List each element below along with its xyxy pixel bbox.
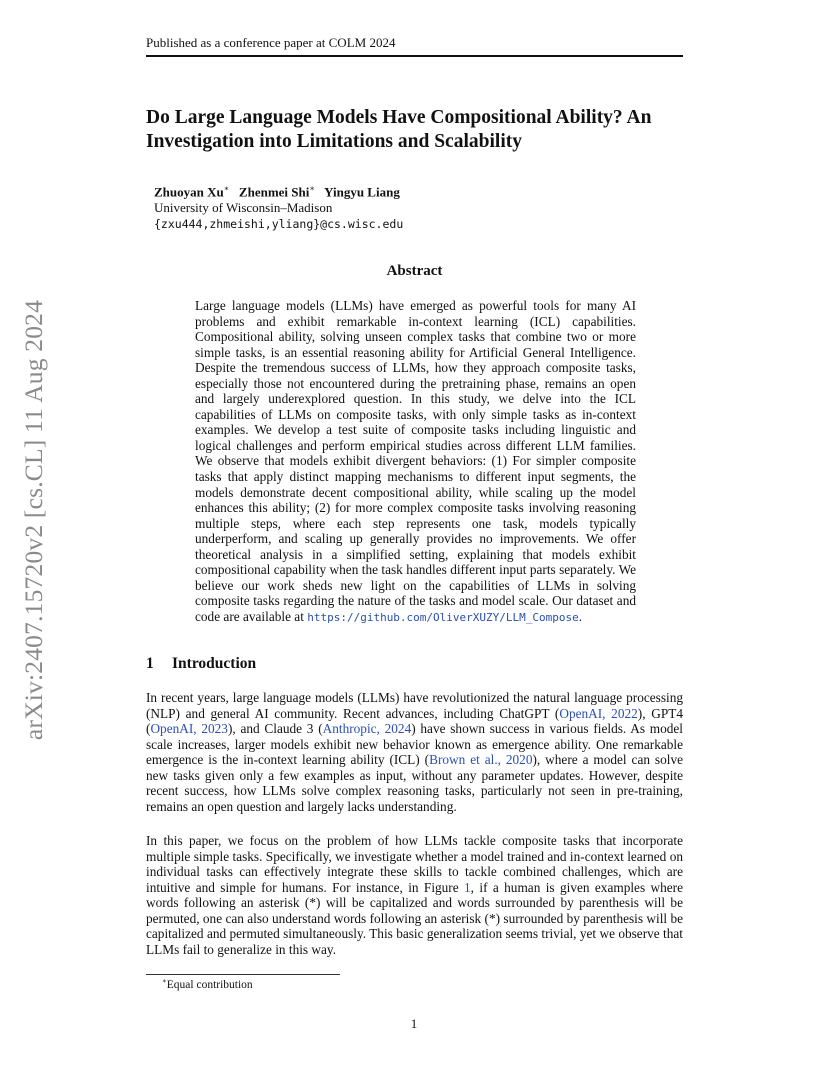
paper-title: Do Large Language Models Have Compositional Ability? An Investigation into Limitations and Scalability (146, 107, 652, 152)
figure-reference-link[interactable]: 1 (464, 879, 471, 895)
author-name: Zhenmei Shi (238, 184, 310, 200)
intro-paragraph-2 (146, 833, 683, 957)
section-number: 1 (146, 655, 154, 672)
section-title: Introduction (172, 655, 257, 672)
abstract-period: . (578, 608, 583, 624)
footnote-divider (146, 974, 340, 975)
intro-paragraph-1 (146, 690, 683, 814)
running-header: Published as a conference paper at COLM 2024 (146, 35, 683, 57)
equal-contribution-mark: ∗ (223, 184, 230, 193)
affiliation: University of Wisconsin–Madison (154, 200, 333, 216)
abstract-body-text: Large language models (LLMs) have emerged as powerful tools for many AI problems and exhibit remarkable in-context learning (ICL) capabilities. Compositional ability, solving unseen complex tasks that combine two or more simple tasks, is an essential reasoning ability for Artificial General Intelligence. Despite the tremendous success of LLMs, how they approach composite tasks, especially those not encountered during the pretraining phase, remains an open and largely underexplored question. In this study, we delve into the ICL capabilities of LLMs on composite tasks, with only simple tasks as in-context examples. We develop a test suite of composite tasks including linguistic and logical challenges and perform empirical studies across different LLM families. We observe that models exhibit divergent behaviors: (1) For simpler composite tasks that apply distinct mapping mechanisms to different input segments, the models demonstrate decent compositional ability, while scaling up the model enhances this ability; (2) for more complex composite tasks involving reasoning multiple steps, where each step represents one task, models typically underperform, and scaling up generally provides no improvements. We offer theoretical analysis in a simplified setting, explaining that models exhibit compositional capability when the task handles different input parts separately. We believe our work sheds new light on the capabilities of LLMs in solving composite tasks regarding the nature of the tasks and model scale. Our dataset and code are available at (195, 298, 636, 624)
abstract-heading: Abstract (386, 263, 443, 279)
paragraph-text: , if a human is given examples where words following an asterisk (*) will be capitalized and words surrounded by parenthesis will be permuted, one can also understand words following an asterisk (*) surrounded by parenthesis will be capitalized and permuted simultaneously. This basic generalization seems trivial, yet we observe that LLMs fail to generalize in this way. (146, 879, 683, 957)
author-emails: {zxu444,zhmeishi,yliang}@cs.wisc.edu (154, 217, 404, 232)
paragraph-text: In recent years, large language models (LLMs) have revolutionized the natural language processing (NLP) and general AI community. Recent advances, including ChatGPT ( (146, 690, 683, 721)
paragraph-text: In this paper, we focus on the problem of how LLMs tackle composite tasks that incorporate multiple simple tasks. Specifically, we investigate whether a model trained and in-context learned on individual tasks can effectively integrate these skills to tackle combined challenges, which are intuitive and simple for humans. For instance, in Figure (146, 833, 683, 895)
citation-link[interactable]: Brown et al., 2020 (429, 752, 533, 768)
abstract-text (195, 298, 636, 625)
page-number: 1 (410, 1016, 418, 1031)
footnote-text: Equal contribution (166, 978, 253, 991)
paragraph-text: ) have shown success in various fields. As model scale increases, larger models exhibit new behavior known as emergence ability. One remarkable emergence is the in-context learning ability (ICL) ( (146, 721, 683, 768)
citation-link[interactable]: OpenAI, 2023 (150, 721, 228, 737)
arxiv-sidebar-stamp (14, 280, 54, 760)
paragraph-text: ), and Claude 3 ( (227, 721, 323, 737)
code-repository-link[interactable]: https://github.com/OliverXUZY/LLM_Compose (307, 610, 579, 624)
citation-link[interactable]: OpenAI, 2022 (559, 705, 638, 721)
footnote (162, 977, 253, 991)
author-names (154, 181, 674, 200)
author-name: Zhuoyan Xu (154, 184, 224, 200)
paragraph-text: ), GPT4 ( (146, 705, 683, 737)
section-heading-introduction (146, 655, 683, 673)
author-block (154, 181, 674, 232)
arxiv-id-text: arXiv:2407.15720v2 [cs.CL] 11 Aug 2024 (19, 299, 48, 741)
citation-link[interactable]: Anthropic, 2024 (322, 721, 412, 737)
footnote-mark: ∗ (162, 977, 167, 985)
paragraph-text: ), where a model can solve new tasks given only a few examples as input, without any parameter updates. However, despite recent success, how LLMs solve complex reasoning tasks, particularly not seen in pre-training, remains an open question and largely lacks understanding. (146, 752, 683, 814)
author-name: Yingyu Liang (324, 184, 400, 200)
equal-contribution-mark: ∗ (309, 184, 315, 193)
